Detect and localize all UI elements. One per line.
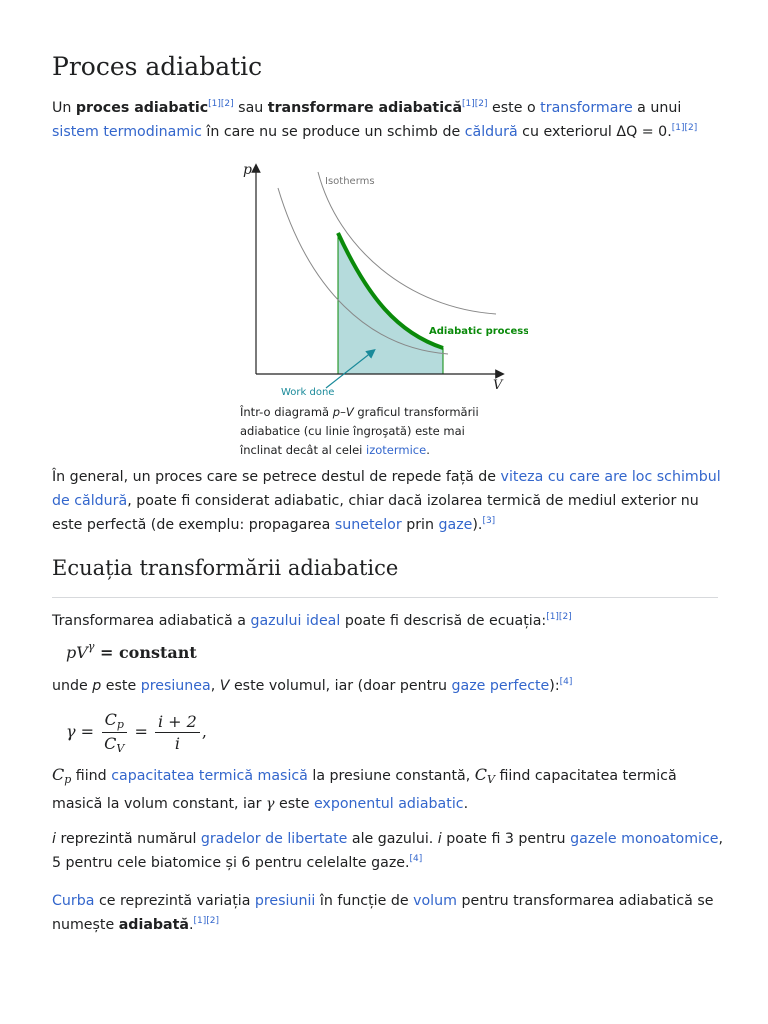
text: . — [426, 443, 430, 457]
figure-caption — [240, 403, 510, 460]
fraction-degrees — [155, 712, 200, 753]
var-c: C — [104, 734, 117, 753]
reference-link[interactable]: [1][2] — [208, 99, 234, 109]
reference-link[interactable]: [1][2] — [546, 612, 572, 622]
equals-sign: = — [80, 722, 95, 741]
link-viteza-schimb-caldura[interactable]: viteza cu care are loc schimbul de căldură — [52, 469, 721, 509]
sub-p: p — [116, 718, 124, 731]
equation-gamma — [66, 710, 207, 755]
axis-label-p: p — [243, 162, 252, 178]
section-divider — [52, 597, 718, 598]
text: este volumul, iar (doar pentru — [229, 678, 452, 694]
link-curba[interactable]: Curba — [52, 893, 95, 909]
var-v: V — [345, 405, 354, 419]
text: , — [210, 678, 220, 694]
text: Un — [52, 100, 76, 116]
text: ). — [472, 517, 483, 533]
intro-paragraph — [52, 96, 724, 144]
text: – — [340, 405, 346, 419]
link-gazului-ideal[interactable]: gazului ideal — [250, 613, 341, 629]
var-gamma: γ — [266, 796, 275, 812]
comma: , — [201, 722, 207, 741]
link-volum[interactable]: volum — [413, 893, 457, 909]
link-izotermice[interactable]: izotermice — [366, 443, 427, 457]
var-i: i — [437, 831, 442, 847]
text: este — [274, 796, 314, 812]
link-gazele-monoatomice[interactable]: gazele monoatomice — [570, 831, 719, 847]
text: la presiune constantă, — [307, 768, 475, 784]
general-paragraph — [52, 465, 724, 537]
reference-link[interactable]: [4] — [559, 677, 573, 687]
adiabatic-label: Adiabatic process — [429, 326, 528, 337]
equals-sign: = — [134, 722, 148, 741]
text: graficul transformării adiabatice (cu linie îngroşată) este mai înclinat decât al celei — [240, 405, 479, 457]
text: Într-o diagramă — [240, 405, 333, 419]
text: ): — [549, 678, 560, 694]
text: poate fi 3 pentru — [441, 831, 571, 847]
text: este o — [487, 100, 541, 116]
link-exponentul-adiabatic[interactable]: exponentul adiabatic — [313, 796, 464, 812]
var-v: V — [76, 643, 88, 662]
text: pentru transformarea adiabatică se numește — [52, 893, 714, 933]
text: în care nu se produce un schimb de — [201, 124, 465, 140]
link-presiunii[interactable]: presiunii — [254, 893, 316, 909]
text: , poate fi considerat adiabatic, chiar dacă izolarea termică de mediul exterior nu este perfectă (de exemplu: propagarea — [52, 493, 699, 533]
capacity-paragraph — [52, 763, 724, 816]
term-adiabata: adiabată — [118, 917, 189, 933]
link-caldura[interactable]: căldură — [464, 124, 518, 140]
axis-label-v: V — [493, 378, 503, 393]
var-gamma: γ — [87, 640, 95, 653]
equation-pv-gamma — [66, 640, 197, 662]
text: a unui — [632, 100, 682, 116]
var-c: C — [52, 765, 65, 784]
text: în funcție de — [315, 893, 414, 909]
sub-p: p — [64, 773, 72, 786]
adiabata-paragraph — [52, 889, 724, 937]
link-sistem-termodinamic[interactable]: sistem termodinamic — [52, 124, 202, 140]
reference-link[interactable]: [1][2] — [462, 99, 488, 109]
text: fiind capacitatea termică masică la volum constant, iar — [52, 768, 677, 812]
text: În general, un proces care se petrece destul de repede față de — [52, 469, 501, 485]
section-title-ecuatia: Ecuația transformării adiabatice — [52, 556, 399, 580]
sub-v: V — [116, 742, 125, 755]
fraction-cp-cv — [101, 710, 127, 755]
link-gaze[interactable]: gaze — [438, 517, 473, 533]
isotherms-label: Isotherms — [325, 176, 375, 187]
link-sunetelor[interactable]: sunetelor — [334, 517, 402, 533]
reference-link[interactable]: [1][2] — [193, 916, 220, 926]
text: . — [463, 796, 469, 812]
link-gaze-perfecte[interactable]: gaze perfecte — [451, 678, 550, 694]
work-area — [338, 233, 443, 374]
numerator: i + 2 — [157, 712, 197, 731]
var-v: V — [219, 678, 230, 694]
link-presiunea[interactable]: presiunea — [140, 678, 211, 694]
var-p: p — [332, 405, 341, 419]
text: Transformarea adiabatică a — [52, 613, 251, 629]
text: este — [101, 678, 141, 694]
equation-intro-paragraph — [52, 609, 724, 633]
var-c: C — [104, 710, 117, 729]
text: poate fi descrisă de ecuația: — [340, 613, 547, 629]
var-i: i — [52, 831, 56, 847]
reference-link[interactable]: [3] — [482, 516, 496, 526]
text: prin — [401, 517, 439, 533]
text: sau — [233, 100, 268, 116]
var-gamma: γ — [66, 722, 76, 741]
text: fiind — [71, 768, 112, 784]
var-p: p — [66, 643, 77, 662]
link-transformare[interactable]: transformare — [540, 100, 633, 116]
link-gradelor-de-libertate[interactable]: gradelor de libertate — [200, 831, 348, 847]
denominator: i — [174, 734, 180, 753]
definition-paragraph — [52, 674, 724, 698]
term-proces-adiabatic: proces adiabatic — [75, 100, 209, 116]
degrees-paragraph — [52, 827, 724, 875]
reference-link[interactable]: [1][2] — [671, 123, 698, 133]
text: unde — [52, 678, 93, 694]
var-p: p — [92, 678, 102, 694]
sub-v: V — [486, 773, 495, 786]
text: cu exteriorul ΔQ = 0. — [517, 124, 672, 140]
term-transformare-adiabatica: transformare adiabatică — [267, 100, 463, 116]
text: ale gazului. — [347, 831, 438, 847]
reference-link[interactable]: [4] — [409, 854, 423, 864]
link-capacitatea-termica-masica[interactable]: capacitatea termică masică — [111, 768, 308, 784]
constant-text: = constant — [94, 643, 197, 662]
page-title: Proces adiabatic — [52, 52, 263, 81]
var-c: C — [474, 765, 487, 784]
text: reprezintă numărul — [55, 831, 201, 847]
work-done-label: Work done — [281, 387, 335, 398]
text: ce reprezintă variația — [94, 893, 255, 909]
text: . — [189, 917, 194, 933]
text: , 5 pentru cele biatomice și 6 pentru celelalte gaze. — [52, 831, 724, 871]
